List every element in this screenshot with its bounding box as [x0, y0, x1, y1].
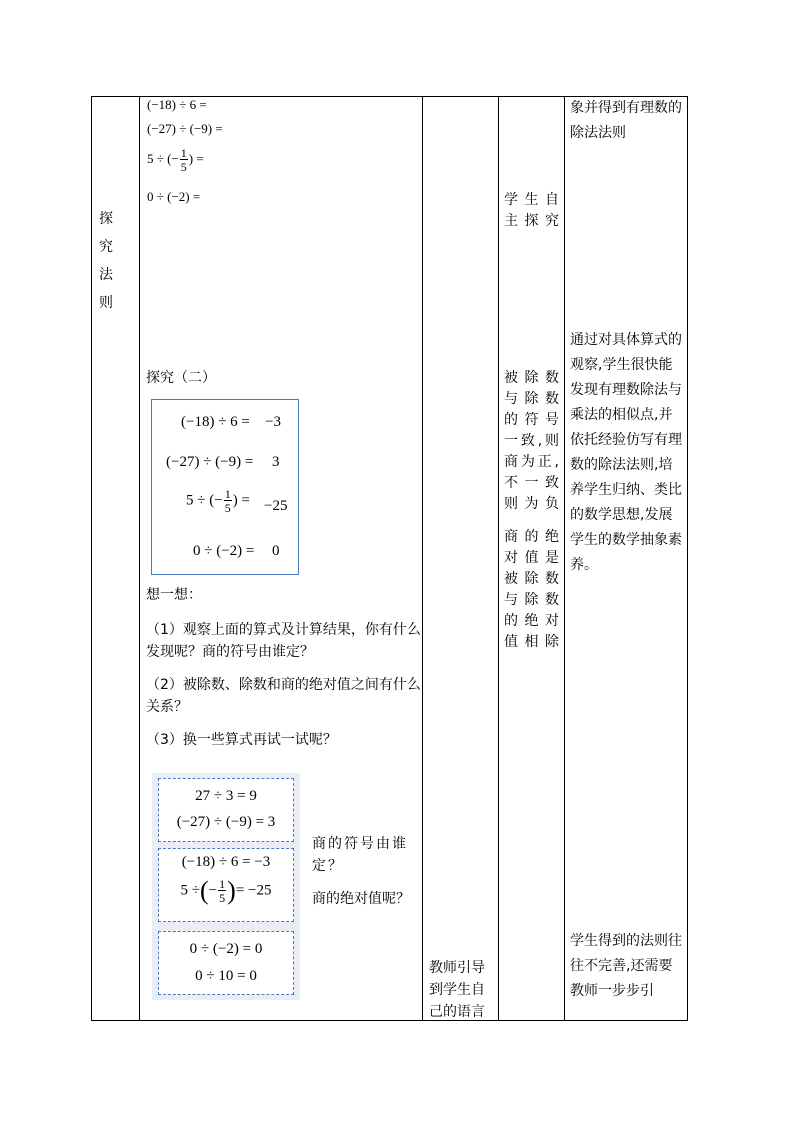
table-col-border-4: [564, 96, 565, 1021]
practice-line-2: (−27) ÷ (−9) =: [147, 121, 223, 136]
goal-bottom-text: 学生得到的法则往往不完善,还需要教师一步步引: [570, 933, 682, 999]
result-line-1: (−18) ÷ 6 = −3: [181, 414, 281, 430]
example-line: (−18) ÷ 6 = −3: [181, 854, 271, 870]
practice-line-3: 5 ÷ (− $\frac{1}{5}$ ) =: [147, 146, 204, 174]
example-group: [152, 773, 300, 1000]
result-line-2: (−27) ÷ (−9) = 3: [166, 454, 280, 470]
example-line: 5 ÷(− $\frac{1}{5}$ )= −25: [180, 876, 272, 905]
teacher-guide-text: 教师引导到学生自己的语言: [429, 960, 485, 1020]
example-line: 0 ÷ (−2) = 0: [189, 941, 263, 957]
table-col-border-5: [687, 96, 688, 1021]
question-1-line-2: 发现呢？商的符号由谁定？: [146, 644, 314, 660]
result-line-3: 5 ÷ (− $\frac{1}{5}$ ) = −25: [186, 487, 288, 515]
sign-rule-text: 被除数与除数的符号一致,则商为正,不一致则为负: [504, 370, 559, 512]
table-col-border-0: [91, 96, 92, 1021]
table-col-border-3: [498, 96, 499, 1021]
table-col-border-1: [139, 96, 140, 1021]
fraction: $\frac{1}{5}$: [224, 487, 231, 515]
goal-mid-text: 通过对具体算式的观察,学生很快能发现有理数除法与乘法的相似点,并依托经验仿写有理数的除法法则,培养学生归纳、类比的数学思想,发展学生的数学抽象素养。: [570, 332, 682, 573]
result-box: [151, 399, 299, 575]
table-bottom-border: [91, 1020, 688, 1021]
practice-line-1: (−18) ÷ 6 =: [147, 97, 207, 112]
side-question-1-line-1: 商的符号由谁: [312, 836, 408, 852]
example-line: 27 ÷ 3 = 9: [195, 788, 257, 804]
question-2-line-1: （2）被除数、除数和商的绝对值之间有什么: [146, 677, 421, 693]
question-1-line-1: （1）观察上面的算式及计算结果，你有什么: [146, 622, 421, 638]
question-2-line-2: 关系？: [146, 699, 188, 715]
stage-label: 探究法则: [99, 211, 113, 311]
abs-rule-text: 商的绝对值是被除数与除数的绝对值相除: [504, 529, 559, 650]
practice-line-4: 0 ÷ (−2) =: [147, 189, 201, 204]
goal-top-text: 象并得到有理数的除法法则: [570, 100, 682, 141]
side-question-2: 商的绝对值呢？: [312, 891, 410, 907]
student-explore-text: 学生自主探究: [504, 192, 559, 229]
think-title: 想一想：: [146, 587, 202, 603]
side-question-1-line-2: 定？: [312, 858, 344, 874]
example-box-3: [158, 931, 294, 995]
example-box-2: [158, 848, 294, 922]
result-line-4: 0 ÷ (−2) = 0: [193, 543, 280, 559]
example-line: (−27) ÷ (−9) = 3: [176, 814, 276, 830]
explore-title: 探究（二）: [146, 370, 216, 386]
example-line: 0 ÷ 10 = 0: [195, 968, 257, 984]
fraction: $\frac{1}{5}$: [219, 877, 226, 905]
example-box-1: [158, 778, 294, 842]
question-3: （3）换一些算式再试一试呢？: [146, 732, 337, 748]
table-col-border-2: [422, 96, 423, 1021]
fraction: $\frac{1}{5}$: [180, 146, 187, 174]
